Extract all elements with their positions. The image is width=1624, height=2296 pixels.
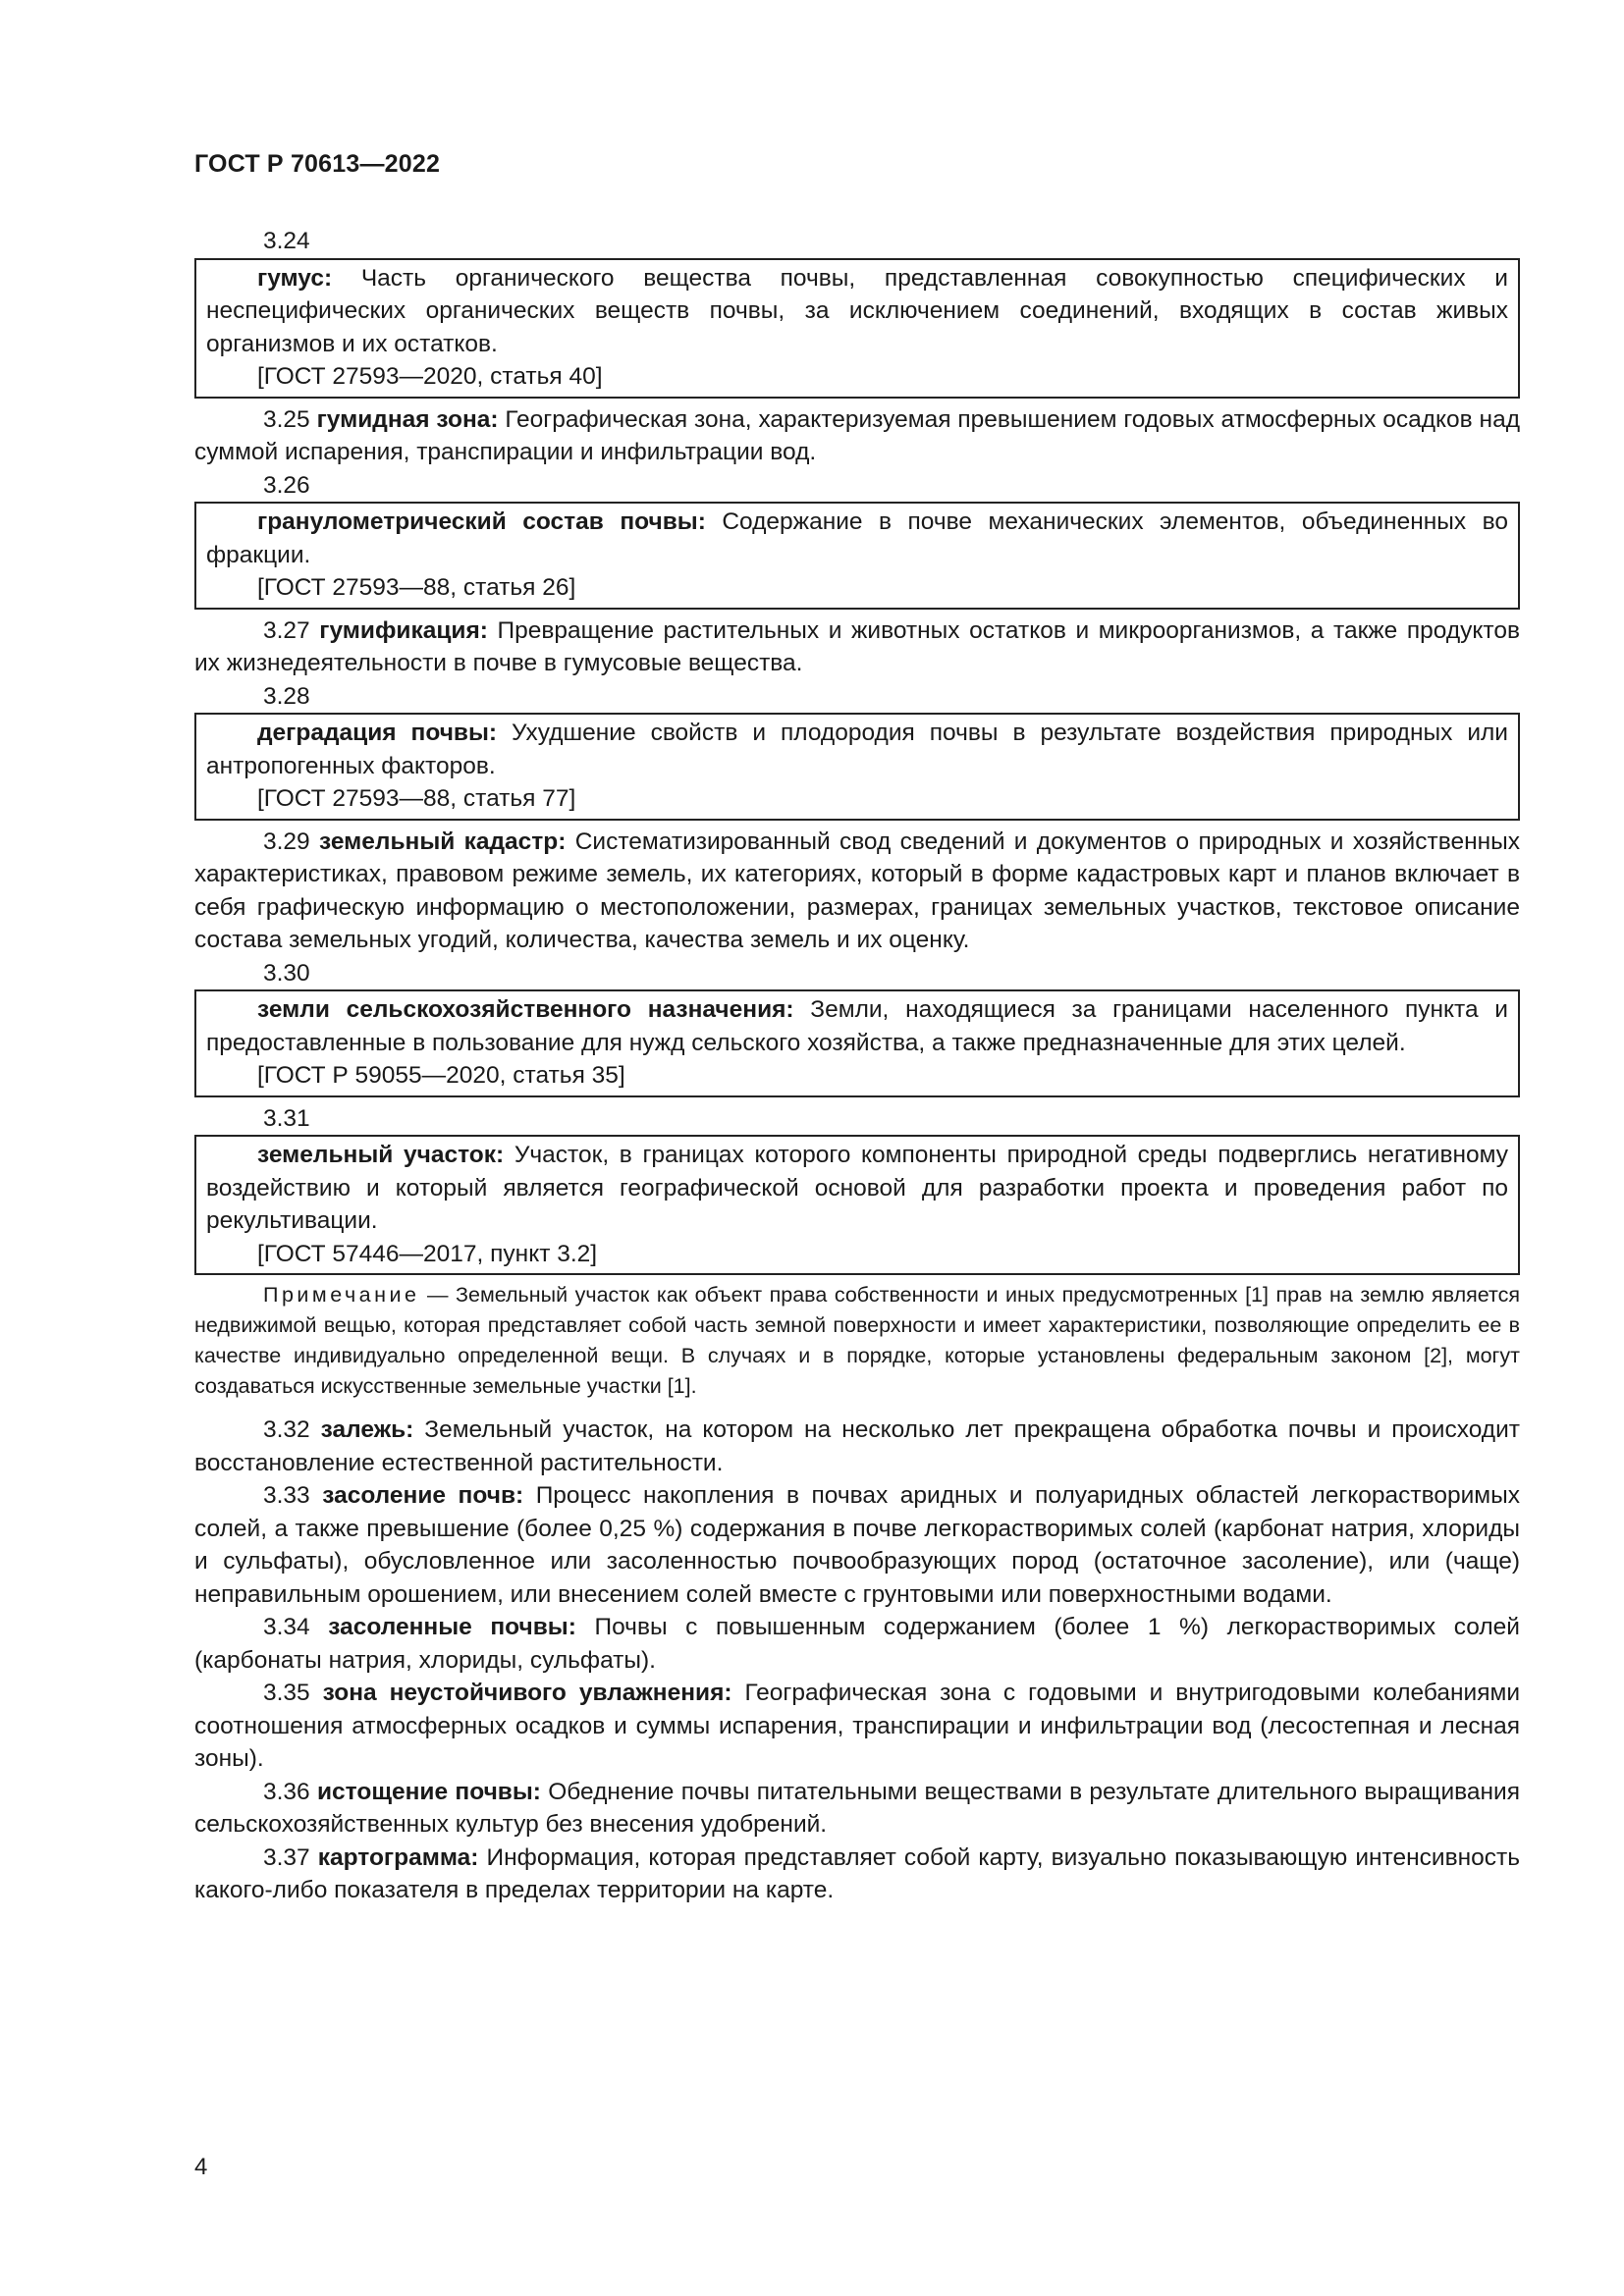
entry-number-3-34: 3.34 (263, 1614, 310, 1640)
term-3-24: гумус: (257, 264, 333, 292)
entry-number-3-31: 3.31 (263, 1104, 310, 1132)
quoted-definition-box-3-24 (194, 258, 1520, 399)
quoted-definition-box-3-28 (194, 713, 1520, 821)
definition-3-27 (194, 614, 1520, 680)
definition-text-3-30: Земли, находящиеся за границами населенного пункта и предоставленные в пользование для нужд сельского хозяйства, а также предназначенные для этих целей. (206, 996, 1508, 1056)
definition-3-29 (194, 826, 1520, 957)
entry-number-3-27: 3.27 (263, 616, 310, 644)
entry-number-3-26: 3.26 (263, 471, 310, 499)
definition-text-3-25: Географическая зона, характеризуемая превышением годовых атмосферных осадков над суммой испарения, транспирации и инфильтрации вод. (194, 405, 1520, 465)
definition-text-3-27: Превращение растительных и животных остатков и микроорганизмов, а также продуктов их жизнедеятельности в почве в гумусовые вещества. (194, 616, 1520, 676)
definition-text-3-26: Содержание в почве механических элементов, объединенных во фракции. (206, 508, 1508, 568)
page-number: 4 (194, 2154, 208, 2180)
definition-3-35 (194, 1677, 1520, 1776)
source-reference-3-31: [ГОСТ 57446—2017, пункт 3.2] (257, 1240, 598, 1267)
definition-3-25 (194, 403, 1520, 469)
definition-text-3-35: Географическая зона с годовыми и внутригодовыми колебаниями соотношения атмосферных осадков и суммы испарения, транспирации и инфильтрации вод (лесостепная и лесная зоны). (194, 1680, 1521, 1772)
definition-text-3-29: Систематизированный свод сведений и документов о природных и хозяйственных характеристиках, правовом режиме земель, их категориях, который в форме кадастровых карт и планов включает в себя графическую информацию о местоположении, размерах, границах земельных участков, текстовое описание состава земельных угодий, количества, качества земель и их оценку. (194, 828, 1521, 953)
definition-3-32 (194, 1414, 1520, 1479)
term-3-31: земельный участок: (257, 1142, 505, 1168)
definition-3-26 (206, 506, 1508, 571)
entry-number-3-28: 3.28 (263, 682, 310, 710)
note-3-31 (194, 1280, 1520, 1402)
definition-text-3-36: Обеднение почвы питательными веществами в результате длительного выращивания сельскохозяйственных культур без внесения удобрений. (194, 1778, 1520, 1838)
entry-number-3-30: 3.30 (263, 959, 310, 987)
source-reference-3-28: [ГОСТ 27593—88, статья 77] (257, 785, 576, 812)
note-label: Примечание (263, 1283, 420, 1307)
definition-text-3-37: Информация, которая представляет собой карту, визуально показывающую интенсивность какого-либо показателя в пределах территории на карте. (194, 1843, 1520, 1903)
source-reference-3-26: [ГОСТ 27593—88, статья 26] (257, 574, 576, 601)
quoted-definition-box-3-30 (194, 989, 1520, 1097)
term-3-26: гранулометрический состав почвы: (257, 508, 706, 535)
definition-3-28 (206, 717, 1508, 782)
definition-text-3-31: Участок, в границах которого компоненты природной среды подверглись негативному воздействию и который является географической основой для разработки проекта и проведения работ по рекультивации. (206, 1142, 1508, 1234)
term-3-34: засоленные почвы: (328, 1614, 576, 1640)
definition-text-3-28: Ухудшение свойств и плодородия почвы в результате воздействия природных или антропогенных факторов. (206, 720, 1508, 779)
definition-3-34 (194, 1611, 1520, 1677)
definition-3-24 (206, 262, 1508, 361)
term-3-25: гумидная зона: (316, 405, 499, 433)
entry-number-3-32: 3.32 (263, 1416, 310, 1443)
quoted-definition-box-3-31 (194, 1135, 1520, 1275)
definition-3-31 (206, 1139, 1508, 1238)
definition-text-3-34: Почвы с повышенным содержанием (более 1 %) легкорастворимых солей (карбонаты натрия, хлориды, сульфаты). (194, 1614, 1520, 1674)
definition-3-36 (194, 1776, 1520, 1842)
term-3-37: картограмма: (317, 1843, 479, 1871)
document-header: ГОСТ Р 70613—2022 (194, 150, 441, 178)
definition-text-3-32: Земельный участок, на котором на несколько лет прекращена обработка почвы и происходит восстановление естественной растительности. (194, 1416, 1520, 1476)
definition-3-37 (194, 1842, 1520, 1907)
term-3-28: деградация почвы: (257, 720, 498, 746)
entry-number-3-37: 3.37 (263, 1843, 310, 1871)
entry-number-3-25: 3.25 (263, 405, 310, 433)
term-3-35: зона неустойчивого увлажнения: (322, 1680, 732, 1706)
definition-text-3-33: Процесс накопления в почвах аридных и полуаридных областей легкорастворимых солей, а также превышение (более 0,25 %) содержания в почве легкорастворимых солей (карбонат натрия, хлориды и сульфаты), обусловленное или засоленностью почвообразующих пород (остаточное засоление), или (чаще) неправильным орошением, или внесением солей вместе с грунтовыми или поверхностными водами. (194, 1482, 1521, 1608)
entry-number-3-36: 3.36 (263, 1778, 310, 1805)
entry-number-3-29: 3.29 (263, 828, 310, 855)
definition-3-33 (194, 1479, 1520, 1611)
definition-text-3-24: Часть органического вещества почвы, представленная совокупностью специфических и неспецифических органических веществ почвы, за исключением соединений, входящих в состав живых организмов и их остатков. (206, 264, 1508, 357)
term-3-29: земельный кадастр: (318, 828, 567, 855)
note-text: — Земельный участок как объект права собственности и иных предусмотренных [1] прав на землю является недвижимой вещью, которая представляет собой часть земной поверхности и имеет характеристики, позволяющие определить ее в качестве индивидуально определенной вещи. В случаях и в порядке, которые установлены федеральным законом [2], могут создаваться искусственные земельные участки [1]. (194, 1283, 1520, 1398)
entry-number-3-33: 3.33 (263, 1482, 310, 1509)
entry-number-3-24: 3.24 (263, 228, 310, 254)
term-3-27: гумификация: (319, 616, 488, 644)
term-3-33: засоление почв: (322, 1482, 524, 1509)
quoted-definition-box-3-26 (194, 502, 1520, 610)
term-3-36: истощение почвы: (317, 1778, 541, 1805)
definition-3-30 (206, 993, 1508, 1059)
source-reference-3-24: [ГОСТ 27593—2020, статья 40] (257, 363, 603, 390)
document-body (194, 225, 1520, 1907)
term-3-30: земли сельскохозяйственного назначения: (257, 996, 794, 1023)
term-3-32: залежь: (320, 1416, 414, 1443)
source-reference-3-30: [ГОСТ Р 59055—2020, статья 35] (257, 1062, 625, 1089)
entry-number-3-35: 3.35 (263, 1680, 310, 1706)
